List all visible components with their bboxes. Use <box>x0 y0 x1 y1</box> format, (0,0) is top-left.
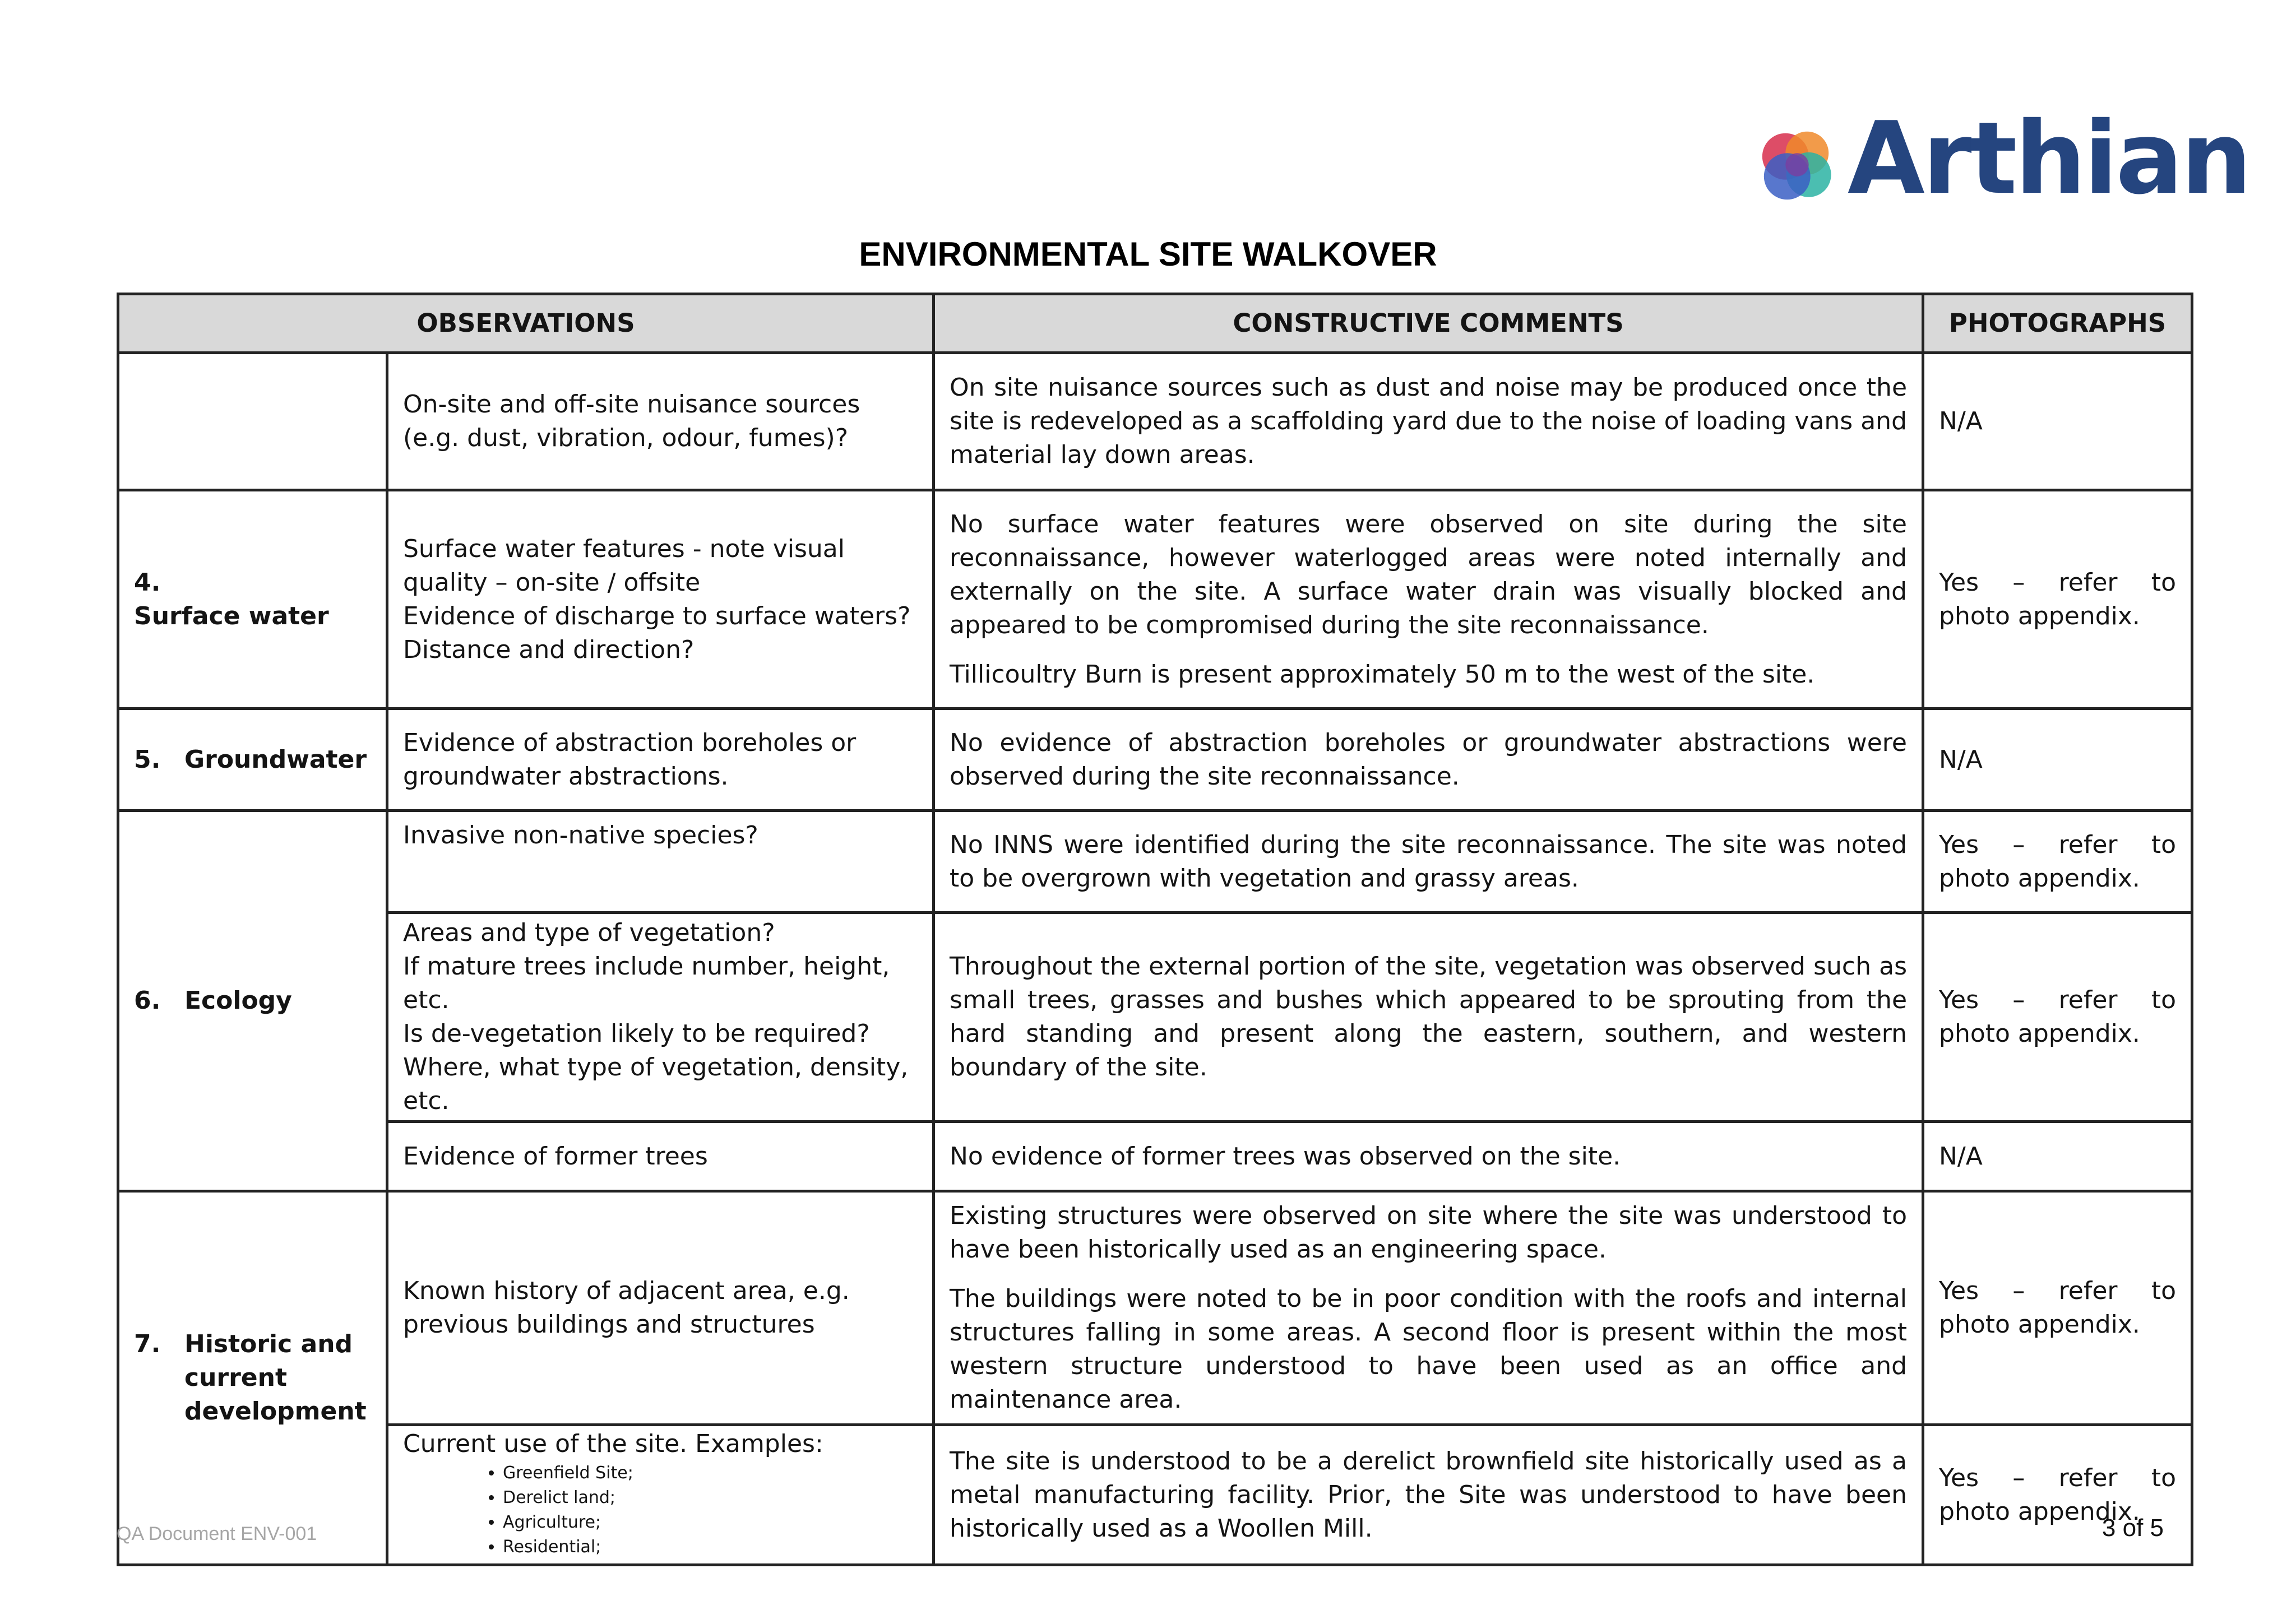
photographs-cell: Yes – refer to photo appendix. <box>1923 913 2192 1122</box>
topic-label: Ecology <box>184 986 292 1015</box>
topic-number: 6. <box>134 986 161 1015</box>
topic-cell-ecology <box>118 811 387 1191</box>
photographs-cell: Yes – refer to photo appendix. <box>1923 490 2192 709</box>
observation-cell: Evidence of former trees <box>387 1122 934 1191</box>
comment-paragraph: Existing structures were observed on site where the site was understood to have been historically used as an engineering space. <box>950 1201 1908 1264</box>
comment-cell <box>934 1425 1923 1565</box>
logo-mark-icon <box>1756 123 1839 206</box>
photographs-cell: N/A <box>1923 1122 2192 1191</box>
photographs-cell: Yes – refer to photo appendix. <box>1923 811 2192 913</box>
comment-paragraph: Throughout the external portion of the site, vegetation was observed such as small trees, grasses and bushes which appeared to be sprouting from the hard standing and present along the eastern, southern, and western boundary of the site. <box>950 952 1908 1082</box>
comment-cell <box>934 1191 1923 1425</box>
examples-list <box>403 1461 918 1560</box>
logo-wordmark: Arthian <box>1848 100 2250 216</box>
observation-cell: Known history of adjacent area, e.g. previous buildings and structures <box>387 1191 934 1425</box>
topic-label: Surface water <box>134 601 329 630</box>
table-row <box>118 490 2192 709</box>
topic-number: 5. <box>134 745 161 774</box>
photographs-cell: Yes – refer to photo appendix. <box>1923 1425 2192 1565</box>
comment-paragraph: No INNS were identified during the site reconnaissance. The site was noted to be overgrown with vegetation and grassy areas. <box>950 830 1908 893</box>
photographs-cell: N/A <box>1923 709 2192 811</box>
list-item: • Agriculture; <box>503 1510 918 1535</box>
table-row <box>118 1425 2192 1565</box>
comment-paragraph: The buildings were noted to be in poor condition with the roofs and internal structures falling in some areas. A second floor is present within the most western structure understood to have been used as an office and maintenance area. <box>950 1284 1908 1414</box>
comment-cell <box>934 913 1923 1122</box>
column-header-comments: CONSTRUCTIVE COMMENTS <box>934 294 1923 353</box>
list-item: • Residential; <box>503 1535 918 1560</box>
topic-label: Historic and current development <box>184 1330 367 1426</box>
document-reference: QA Document ENV-001 <box>117 1523 317 1544</box>
column-header-observations: OBSERVATIONS <box>118 294 934 353</box>
table-row <box>118 353 2192 490</box>
arthian-logo <box>1749 100 2250 216</box>
topic-label: Groundwater <box>184 745 367 774</box>
observation-text: Current use of the site. Examples: <box>403 1430 823 1458</box>
table-row <box>118 913 2192 1122</box>
observation-cell: On-site and off-site nuisance sources (e.g. dust, vibration, odour, fumes)? <box>387 353 934 490</box>
comment-paragraph: No surface water features were observed on site during the site reconnaissance, however waterlogged areas were noted internally and externally on the site. A surface water drain was visually blocked and appeared to be compromised during the site reconnaissance. <box>950 509 1908 639</box>
observation-cell: Areas and type of vegetation? If mature trees include number, height, etc. Is de-vegetation likely to be required? Where, what type of vegetation, density, etc. <box>387 913 934 1122</box>
topic-number: 7. <box>134 1330 161 1358</box>
table-row <box>118 1191 2192 1425</box>
column-header-photographs: PHOTOGRAPHS <box>1923 294 2192 353</box>
photographs-cell: Yes – refer to photo appendix. <box>1923 1191 2192 1425</box>
document-title: ENVIRONMENTAL SITE WALKOVER <box>859 235 1437 273</box>
walkover-table <box>117 293 2193 1566</box>
comment-paragraph: On site nuisance sources such as dust and noise may be produced once the site is redeveloped as a scaffolding yard due to the noise of loading vans and material lay down areas. <box>950 373 1908 469</box>
table-row <box>118 1122 2192 1191</box>
table-row <box>118 811 2192 913</box>
topic-cell-empty <box>118 353 387 490</box>
topic-cell-historic-development <box>118 1191 387 1565</box>
observation-cell <box>387 1425 934 1565</box>
comment-cell <box>934 811 1923 913</box>
list-item: • Derelict land; <box>503 1486 918 1510</box>
comment-paragraph: Tillicoultry Burn is present approximately 50 m to the west of the site. <box>950 660 1815 689</box>
page-number: 3 of 5 <box>2101 1514 2164 1542</box>
observation-cell: Invasive non-native species? <box>387 811 934 913</box>
topic-number: 4. <box>134 568 161 597</box>
table-header-row <box>118 294 2192 353</box>
comment-paragraph: The site is understood to be a derelict brownfield site historically used as a metal manufacturing facility. Prior, the Site was understood to have been historically used as a Woollen Mill. <box>950 1446 1908 1543</box>
comment-paragraph: No evidence of former trees was observed on the site. <box>950 1142 1621 1171</box>
list-item: • Greenfield Site; <box>503 1461 918 1486</box>
topic-cell-surface-water <box>118 490 387 709</box>
topic-cell-groundwater <box>118 709 387 811</box>
comment-paragraph: No evidence of abstraction boreholes or groundwater abstractions were observed during the site reconnaissance. <box>950 728 1908 791</box>
observation-cell: Evidence of abstraction boreholes or groundwater abstractions. <box>387 709 934 811</box>
observation-cell: Surface water features - note visual quality – on-site / offsite Evidence of discharge to surface waters? Distance and direction? <box>387 490 934 709</box>
photographs-cell: N/A <box>1923 353 2192 490</box>
comment-cell <box>934 709 1923 811</box>
comment-cell <box>934 1122 1923 1191</box>
comment-cell <box>934 490 1923 709</box>
table-row <box>118 709 2192 811</box>
comment-cell <box>934 353 1923 490</box>
